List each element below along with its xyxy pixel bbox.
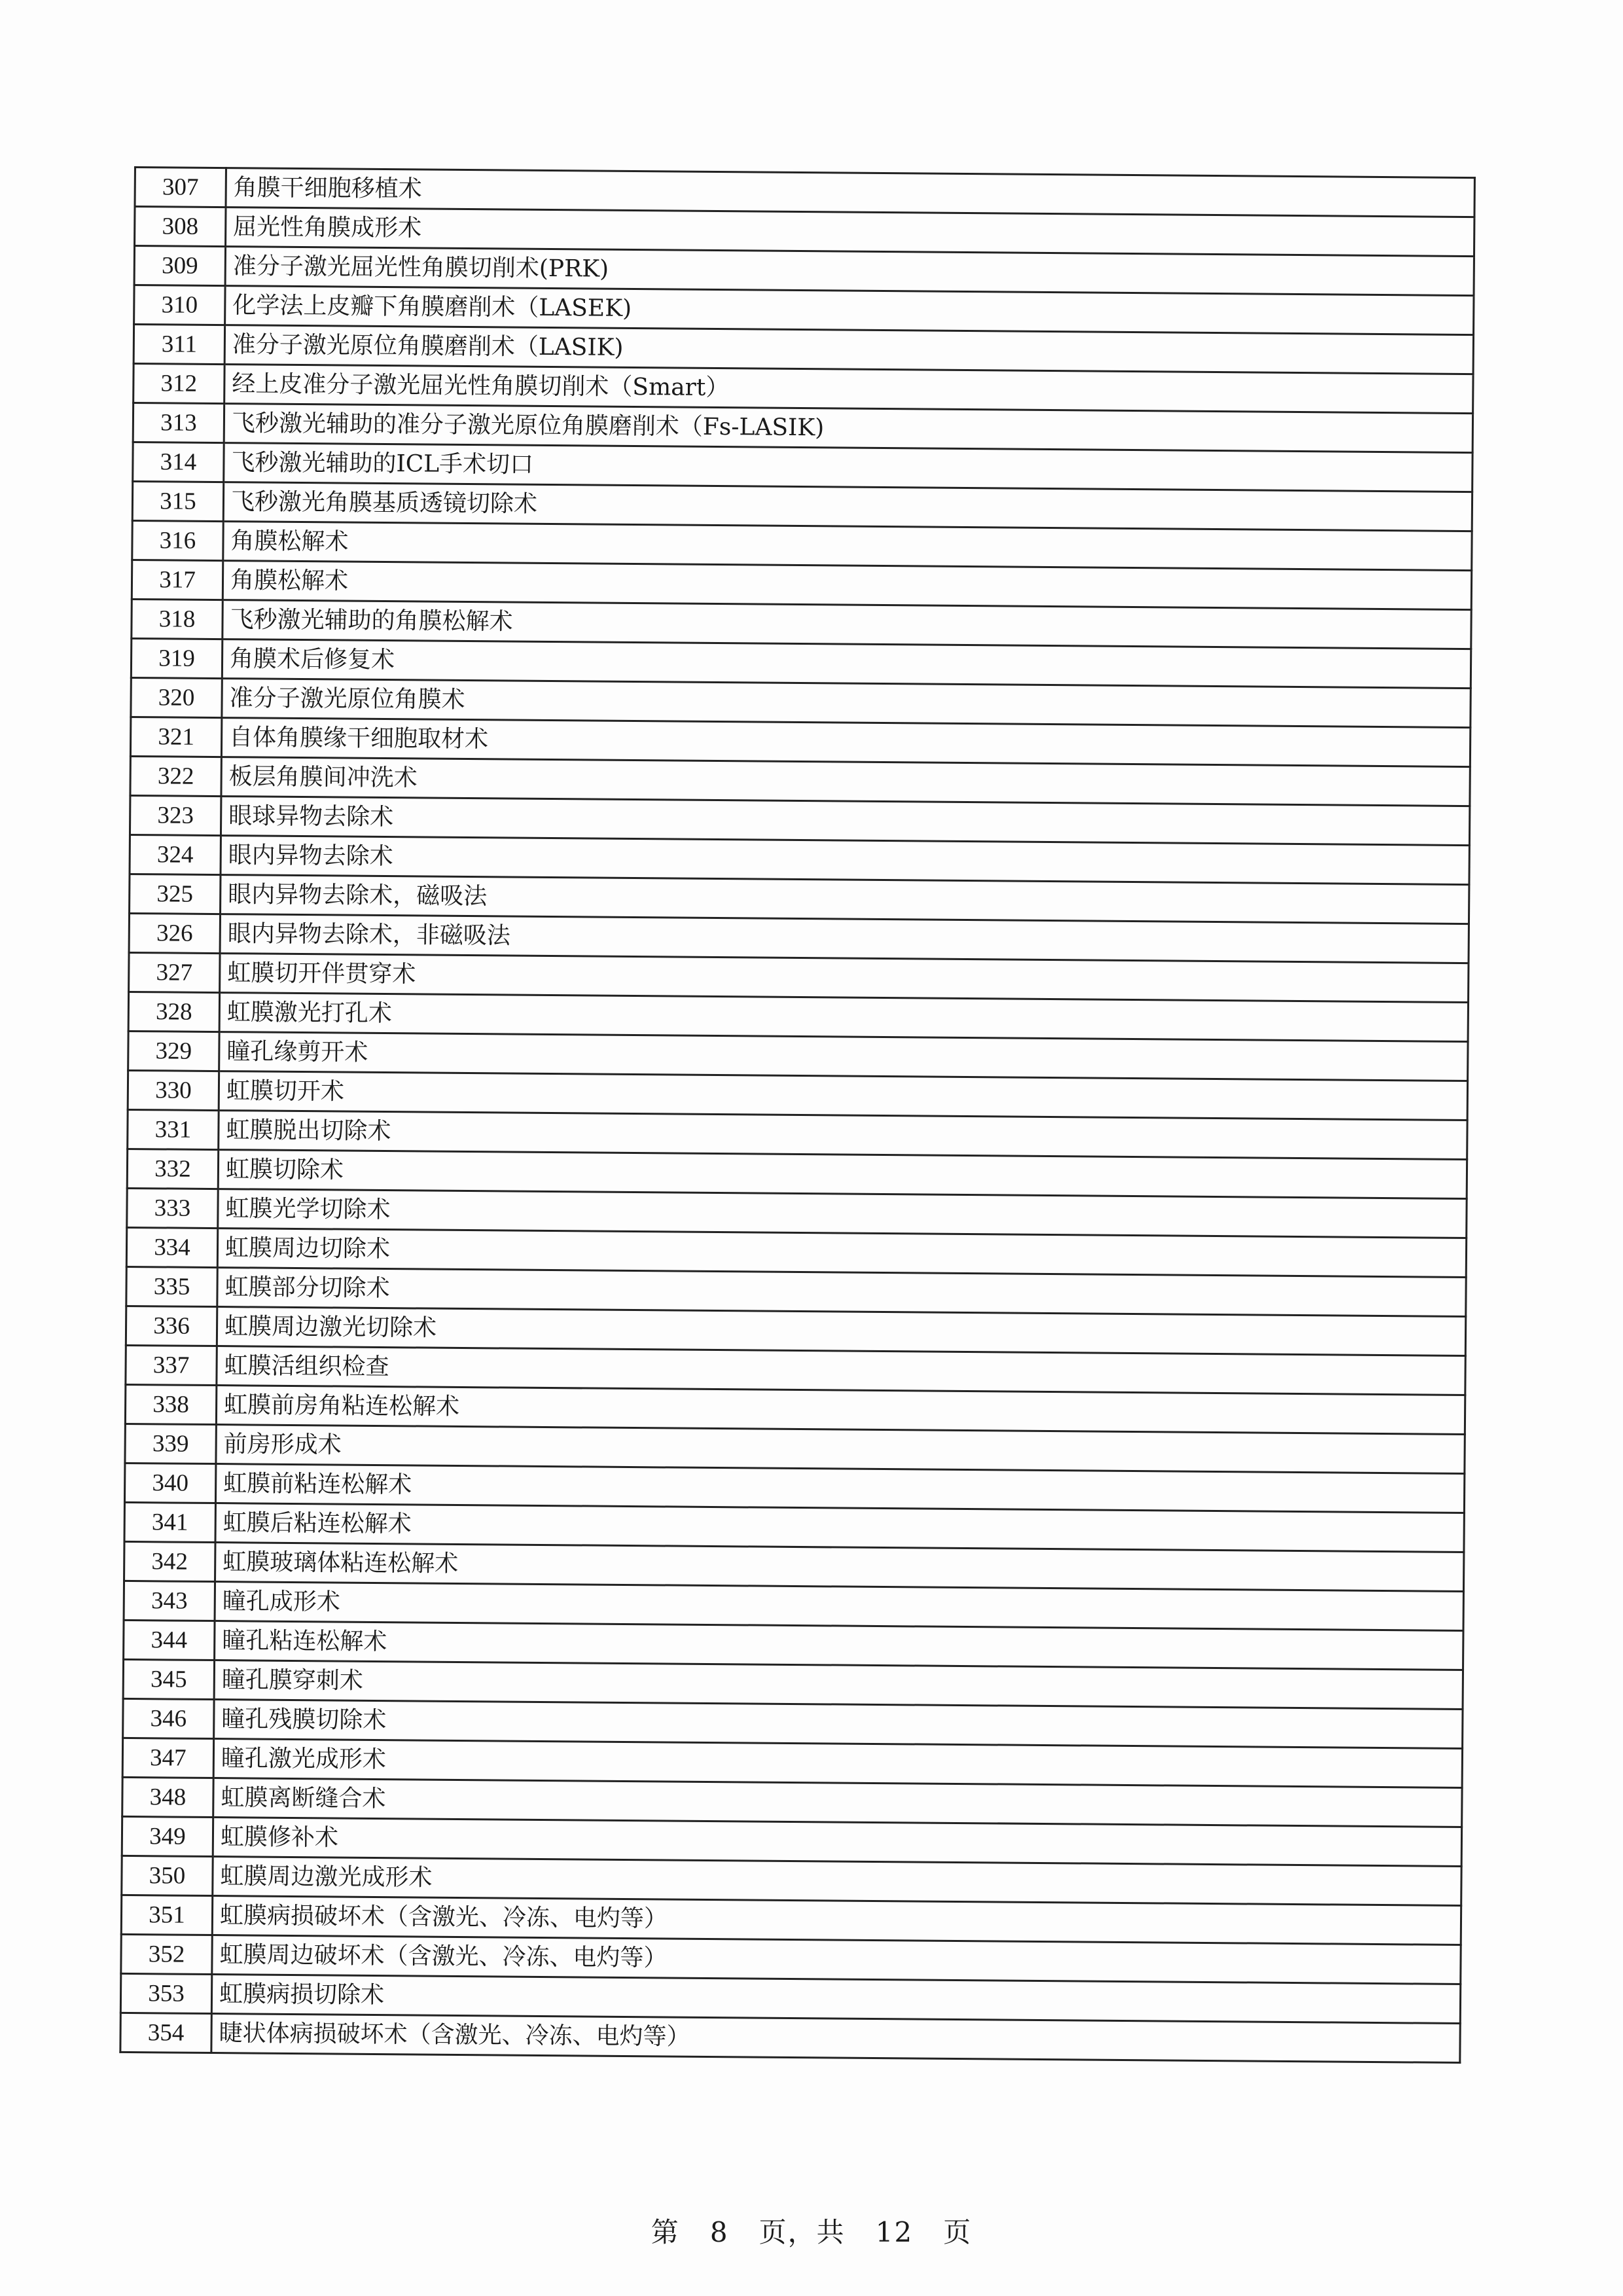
row-number: 343 [124,1581,215,1621]
procedure-name: 虹膜部分切除术 [217,1268,1466,1317]
row-number: 329 [128,1031,219,1071]
procedure-table-body [120,168,1475,2063]
procedure-name: 飞秒激光角膜基质透镜切除术 [223,482,1472,531]
procedure-name: 准分子激光原位角膜术 [222,679,1471,728]
procedure-name: 虹膜后粘连松解术 [215,1503,1464,1552]
procedure-name: 虹膜前房角粘连松解术 [216,1386,1465,1435]
procedure-name: 屈光性角膜成形术 [226,207,1474,257]
footer-page-number: 8 [709,2216,729,2248]
row-number: 326 [129,913,220,953]
row-number: 324 [130,834,221,874]
procedure-name: 角膜术后修复术 [222,639,1471,689]
procedure-name: 虹膜周边激光切除术 [217,1307,1465,1356]
footer-prefix: 第 [651,2216,680,2248]
row-number: 311 [134,325,224,365]
procedure-name: 准分子激光原位角膜磨削术（LASIK) [224,325,1473,374]
row-number: 320 [131,677,222,717]
procedure-table [119,166,1476,2064]
row-number: 316 [132,520,223,560]
row-number: 352 [121,1934,212,1974]
footer-middle: 页，共 [758,2216,846,2248]
row-number: 317 [132,560,223,600]
procedure-name: 虹膜周边切除术 [217,1229,1466,1278]
procedure-name: 飞秒激光辅助的ICL手术切口 [224,443,1472,492]
row-number: 354 [120,2013,211,2053]
row-number: 318 [132,599,223,639]
row-number: 330 [128,1070,219,1110]
row-number: 353 [120,1973,211,2013]
procedure-name: 睫状体病损破坏术（含激光、冷冻、电灼等） [211,2014,1460,2063]
procedure-name: 经上皮准分子激光屈光性角膜切削术（Smart） [224,365,1473,414]
row-number: 351 [121,1895,212,1935]
row-number: 348 [122,1777,213,1817]
row-number: 337 [126,1345,217,1385]
row-number: 331 [128,1109,219,1149]
procedure-name: 虹膜活组织检查 [217,1346,1465,1395]
row-number: 319 [131,638,222,678]
row-number: 307 [135,168,226,207]
procedure-name: 虹膜切除术 [218,1150,1467,1199]
procedure-name: 虹膜周边破坏术（含激光、冷冻、电灼等） [212,1935,1461,1984]
row-number: 333 [127,1188,218,1228]
row-number: 341 [124,1502,215,1542]
row-number: 322 [130,756,221,796]
procedure-name: 虹膜病损切除术 [211,1975,1460,2024]
procedure-name: 虹膜玻璃体粘连松解术 [215,1543,1464,1592]
row-number: 350 [122,1856,213,1895]
procedure-name: 准分子激光屈光性角膜切削术(PRK) [225,247,1474,296]
procedure-name: 瞳孔成形术 [215,1582,1463,1631]
procedure-name: 飞秒激光辅助的角膜松解术 [223,600,1471,649]
procedure-name: 自体角膜缘干细胞取材术 [221,718,1470,767]
procedure-name: 虹膜切开术 [219,1071,1467,1121]
procedure-name: 瞳孔粘连松解术 [215,1621,1463,1670]
row-number: 349 [122,1816,213,1856]
row-number: 308 [135,207,226,247]
procedure-name: 角膜松解术 [223,522,1472,571]
row-number: 340 [124,1463,215,1503]
procedure-name: 化学法上皮瓣下角膜磨削术（LASEK) [225,286,1474,335]
row-number: 346 [123,1698,214,1738]
row-number: 336 [126,1306,217,1346]
procedure-name: 眼球异物去除术 [221,797,1469,846]
procedure-name: 虹膜脱出切除术 [219,1111,1467,1160]
row-number: 328 [128,992,219,1031]
procedure-name: 飞秒激光辅助的准分子激光原位角膜磨削术（Fs-LASIK) [224,404,1472,453]
procedure-name: 虹膜病损破坏术（含激光、冷冻、电灼等） [212,1896,1461,1945]
procedure-name: 瞳孔缘剪开术 [219,1032,1468,1081]
row-number: 347 [122,1738,213,1778]
row-number: 342 [124,1541,215,1581]
procedure-name: 瞳孔膜穿刺术 [214,1660,1463,1710]
row-number: 335 [126,1266,217,1306]
procedure-name: 板层角膜间冲洗术 [221,757,1470,806]
row-number: 309 [134,246,225,286]
row-number: 315 [132,481,223,521]
procedure-name: 虹膜切开伴贯穿术 [220,954,1469,1003]
row-number: 312 [134,364,224,404]
procedure-name: 眼内异物去除术，磁吸法 [221,875,1469,924]
row-number: 323 [130,795,221,835]
row-number: 314 [133,442,224,482]
row-number: 321 [130,717,221,757]
procedure-name: 瞳孔残膜切除术 [214,1700,1463,1749]
procedure-name: 角膜松解术 [223,561,1471,610]
row-number: 334 [126,1227,217,1267]
procedure-name: 角膜干细胞移植术 [226,168,1474,217]
row-number: 338 [125,1384,216,1424]
procedure-name: 虹膜光学切除术 [218,1189,1467,1238]
procedure-name: 眼内异物去除术 [221,836,1469,885]
page-footer [0,2211,1623,2250]
procedure-name: 前房形成术 [216,1425,1465,1474]
procedure-name: 瞳孔激光成形术 [213,1739,1462,1788]
procedure-name: 眼内异物去除术，非磁吸法 [220,914,1469,963]
procedure-name: 虹膜离断缝合术 [213,1778,1462,1827]
row-number: 327 [129,952,220,992]
procedure-name: 虹膜前粘连松解术 [215,1464,1464,1513]
procedure-name: 虹膜周边激光成形术 [213,1857,1461,1906]
footer-total-pages: 12 [875,2216,914,2248]
row-number: 339 [125,1424,216,1463]
procedure-name: 虹膜修补术 [213,1818,1461,1867]
row-number: 332 [127,1149,218,1189]
row-number: 310 [134,285,225,325]
row-number: 313 [133,403,224,443]
procedure-name: 虹膜激光打孔术 [219,993,1468,1042]
footer-suffix: 页 [943,2216,972,2248]
row-number: 325 [130,874,221,914]
row-number: 345 [123,1659,214,1699]
row-number: 344 [124,1620,215,1660]
